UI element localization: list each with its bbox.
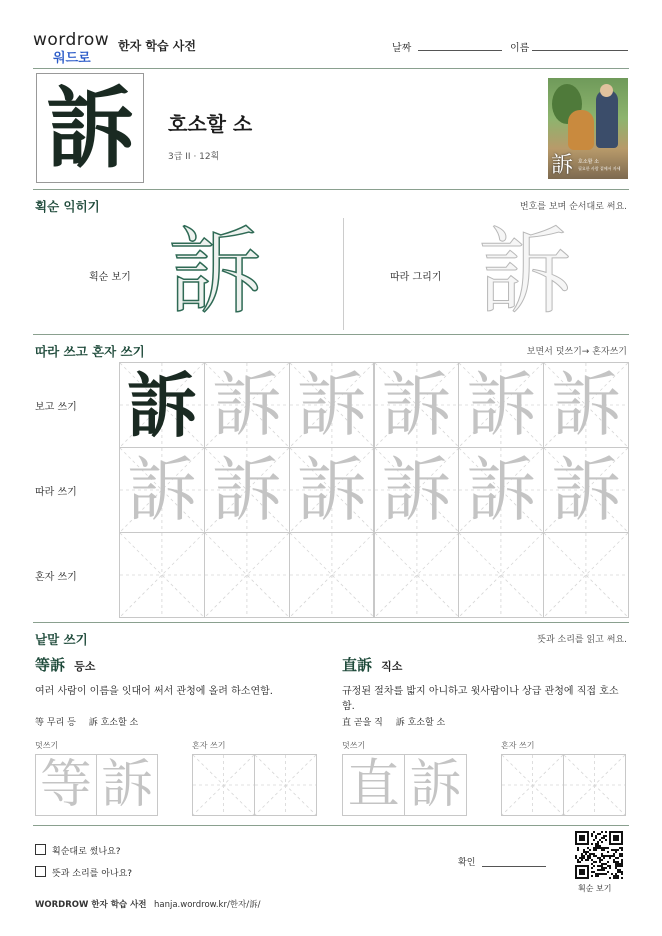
qr-code[interactable] <box>575 831 623 879</box>
cell-guide-lines <box>375 533 459 617</box>
practice-section-hint: 보면서 덧쓰기→ 혼자쓰기 <box>526 347 627 357</box>
cell-guide-lines <box>193 755 254 815</box>
word-1-gloss-2-text: 호소할 소 <box>100 718 139 728</box>
word-2-gloss-1-text: 곧을 직 <box>353 718 383 728</box>
cell-guide-lines <box>205 533 289 617</box>
checklist-item-2[interactable] <box>35 866 132 879</box>
word-2-hanja: 直訴 <box>342 656 373 674</box>
confirm-label: 확인 <box>458 858 476 868</box>
practice-cell-alone[interactable] <box>374 532 460 618</box>
practice-row-label-alone: 혼자 쓰기 <box>35 572 77 583</box>
words-section-title: 낱말 쓰기 <box>35 632 88 647</box>
cell-guide-lines <box>564 755 625 815</box>
practice-char: 訴 <box>296 449 367 531</box>
practice-cell-view[interactable] <box>458 362 544 448</box>
practice-cell-alone[interactable] <box>204 532 290 618</box>
word-2-trace-box[interactable] <box>342 754 468 816</box>
practice-cell-view[interactable] <box>289 362 375 448</box>
word-1-trace-char-1: 等 <box>39 755 92 815</box>
practice-cell-view <box>119 362 205 448</box>
cell-guide-lines <box>502 755 563 815</box>
word-2-heading <box>342 654 402 675</box>
stroke-trace-label: 따라 그리기 <box>390 272 442 283</box>
practice-char: 訴 <box>211 449 282 531</box>
practice-cell-trace[interactable] <box>543 447 629 533</box>
word-2-reading: 직소 <box>381 660 403 673</box>
practice-char: 訴 <box>466 364 537 446</box>
word-1-alone-box[interactable] <box>192 754 318 816</box>
stroke-trace-char[interactable]: 訴 <box>477 218 572 327</box>
practice-cell-trace[interactable] <box>119 447 205 533</box>
logo-bottom: 워드로 <box>53 51 91 66</box>
practice-cell-alone[interactable] <box>119 532 205 618</box>
stroke-view-char: 訴 <box>167 218 262 327</box>
words-section-hint: 뜻과 소리를 읽고 써요. <box>537 635 627 645</box>
practice-cell-trace[interactable] <box>289 447 375 533</box>
char-meta: 3급 II · 12획 <box>168 152 220 162</box>
stroke-view-label: 획순 보기 <box>89 272 131 283</box>
practice-cell-alone[interactable] <box>289 532 375 618</box>
cell-guide-lines <box>290 533 374 617</box>
practice-section-title: 따라 쓰고 혼자 쓰기 <box>35 344 145 359</box>
illustration-caption-1: 호소할 소 <box>578 159 599 165</box>
word-2-gloss-1-char: 直 <box>342 718 352 728</box>
name-label: 이름 <box>510 43 530 54</box>
stroke-section-hint: 번호를 보며 순서대로 써요. <box>519 202 627 212</box>
practice-cell-view[interactable] <box>204 362 290 448</box>
practice-cell-trace[interactable] <box>374 447 460 533</box>
illustration-char: 訴 <box>551 153 574 178</box>
word-1-trace-box[interactable] <box>35 754 159 816</box>
logo <box>33 30 113 64</box>
dog-shape <box>568 110 594 150</box>
cell-guide-lines <box>459 533 543 617</box>
date-field[interactable] <box>418 50 502 51</box>
check-2-label: 뜻과 소리를 아나요? <box>52 869 133 879</box>
practice-char: 訴 <box>466 449 537 531</box>
word-1-trace-label: 덧쓰기 <box>35 741 59 750</box>
practice-cell-view[interactable] <box>543 362 629 448</box>
practice-char: 訴 <box>126 449 197 531</box>
practice-char: 訴 <box>126 364 197 447</box>
checklist-item-1[interactable] <box>35 844 121 857</box>
cell-guide-lines <box>120 533 204 617</box>
qr-caption: 획순 보기 <box>578 884 612 893</box>
word-1-heading <box>35 654 95 675</box>
illustration <box>548 78 628 179</box>
footer-brand: WORDROW 한자 학습 사전 <box>35 900 147 910</box>
meaning-sound: 호소할 소 <box>168 112 253 136</box>
practice-cell-trace[interactable] <box>204 447 290 533</box>
cell-guide-lines <box>255 755 316 815</box>
practice-row-label-view: 보고 쓰기 <box>35 402 77 413</box>
app-title: 한자 학습 사전 <box>118 39 196 53</box>
word-2-gloss <box>342 715 445 728</box>
practice-cell-trace[interactable] <box>458 447 544 533</box>
word-1-hanja: 等訴 <box>35 656 66 674</box>
word-1-definition: 여러 사람이 이름을 잇대어 써서 관청에 올려 하소연함. <box>35 686 273 697</box>
word-1-gloss <box>35 715 138 728</box>
practice-cell-view[interactable] <box>374 362 460 448</box>
word-2-alone-label: 혼자 쓰기 <box>501 741 535 750</box>
practice-cell-alone[interactable] <box>458 532 544 618</box>
practice-grid <box>119 362 628 617</box>
word-2-trace-char-2: 訴 <box>409 755 462 815</box>
word-2-definition: 규정된 절차를 밟지 아니하고 윗사람이나 상급 관청에 직접 호소함. <box>342 686 619 712</box>
practice-char: 訴 <box>551 449 622 531</box>
name-field[interactable] <box>532 50 628 51</box>
cell-guide-lines <box>544 533 628 617</box>
word-2-gloss-2-text: 호소할 소 <box>407 718 446 728</box>
footer-url[interactable]: hanja.wordrow.kr/한자/訴/ <box>154 900 261 910</box>
practice-char: 訴 <box>296 364 367 446</box>
word-1-trace-char-2: 訴 <box>100 755 153 815</box>
practice-char: 訴 <box>551 364 622 446</box>
practice-char: 訴 <box>211 364 282 446</box>
word-2-trace-label: 덧쓰기 <box>342 741 366 750</box>
word-1-gloss-2-char: 訴 <box>88 718 98 728</box>
main-char: 訴 <box>45 76 134 180</box>
word-2-alone-box[interactable] <box>501 754 627 816</box>
practice-char: 訴 <box>381 364 452 446</box>
illustration-caption-2: 필요한 사람 곁에서 자세 <box>578 166 621 171</box>
practice-row-label-trace: 따라 쓰기 <box>35 487 77 498</box>
word-2-gloss-2-char: 訴 <box>395 718 405 728</box>
practice-cell-alone[interactable] <box>543 532 629 618</box>
checkbox-stroke-order[interactable] <box>35 844 46 855</box>
word-2-trace-char-1: 直 <box>347 755 400 815</box>
check-1-label: 획순대로 썼나요? <box>52 847 121 857</box>
main-char-box <box>36 73 144 183</box>
word-1-gloss-1-text: 무리 등 <box>46 718 76 728</box>
date-label: 날짜 <box>392 43 412 54</box>
word-1-alone-label: 혼자 쓰기 <box>192 741 226 750</box>
practice-char: 訴 <box>381 449 452 531</box>
checkbox-meaning-sound[interactable] <box>35 866 46 877</box>
stroke-divider <box>343 218 344 330</box>
person-head <box>600 84 613 97</box>
word-1-reading: 등소 <box>74 660 96 673</box>
confirm-field[interactable] <box>482 866 546 867</box>
stroke-section-title: 획순 익히기 <box>35 199 100 214</box>
logo-top: wordrow <box>33 30 110 50</box>
person-shape <box>596 90 618 148</box>
word-1-gloss-1-char: 等 <box>35 718 45 728</box>
